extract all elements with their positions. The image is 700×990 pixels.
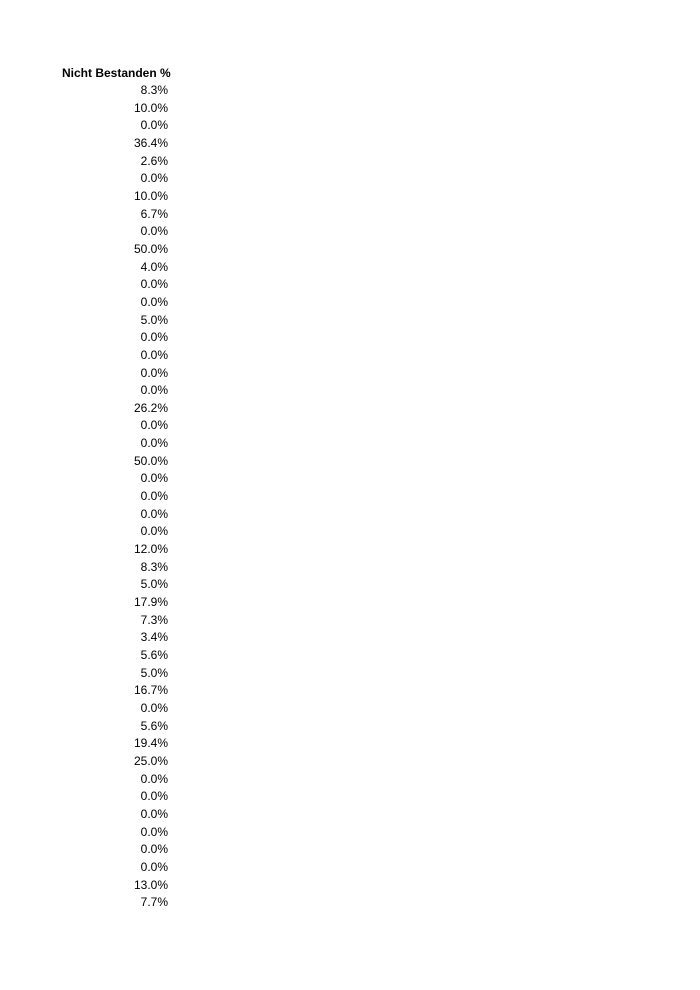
value-cell: 12.0%	[133, 542, 168, 557]
value-cell: 0.0%	[140, 383, 168, 398]
value-cell: 0.0%	[140, 471, 168, 486]
value-cell: 0.0%	[140, 436, 168, 451]
value-cell: 0.0%	[140, 418, 168, 433]
value-cell: 5.0%	[140, 312, 168, 327]
value-cell: 0.0%	[140, 771, 168, 786]
value-cell: 5.0%	[140, 665, 168, 680]
value-cell: 7.7%	[140, 895, 168, 910]
value-cell: 5.6%	[140, 648, 168, 662]
value-cell: 8.3%	[140, 83, 168, 97]
value-cell: 4.0%	[140, 259, 168, 274]
value-cell: 0.0%	[140, 330, 168, 345]
value-cell: 36.4%	[133, 135, 168, 150]
value-cell: 0.0%	[140, 347, 168, 362]
value-cell: 50.0%	[133, 453, 168, 468]
value-cell: 0.0%	[140, 524, 168, 539]
value-cell: 0.0%	[140, 859, 168, 874]
value-cell: 0.0%	[140, 489, 168, 504]
value-cell: 0.0%	[140, 294, 168, 309]
value-cell: 8.3%	[140, 559, 168, 574]
value-cell: 0.0%	[140, 118, 168, 133]
value-cell: 0.0%	[140, 171, 168, 186]
value-cell: 5.0%	[140, 577, 168, 592]
value-cell: 50.0%	[133, 241, 168, 256]
value-cell: 0.0%	[140, 506, 168, 521]
value-cell: 26.2%	[133, 400, 168, 415]
percentage-column	[62, 64, 171, 912]
value-cell: 17.9%	[133, 595, 168, 610]
value-cell: 0.0%	[140, 842, 168, 857]
column-header: Nicht Bestanden %	[62, 66, 171, 80]
value-cell: 0.0%	[140, 365, 168, 380]
value-cell: 2.6%	[140, 153, 168, 168]
value-cell: 3.4%	[140, 630, 168, 645]
value-cell: 19.4%	[133, 736, 168, 751]
value-cell: 16.7%	[133, 683, 168, 698]
value-cell: 0.0%	[140, 700, 168, 715]
value-cell: 10.0%	[133, 188, 168, 203]
value-cell: 6.7%	[140, 206, 168, 221]
value-cell: 7.3%	[140, 612, 168, 627]
value-cell: 0.0%	[140, 806, 168, 821]
value-cell: 0.0%	[140, 277, 168, 292]
value-list	[62, 82, 168, 912]
value-cell: 5.6%	[140, 718, 168, 733]
value-cell: 0.0%	[140, 824, 168, 839]
value-cell: 0.0%	[140, 224, 168, 239]
value-cell: 0.0%	[140, 789, 168, 804]
value-cell: 25.0%	[133, 753, 168, 768]
value-cell: 13.0%	[133, 877, 168, 892]
value-cell: 10.0%	[133, 100, 168, 115]
